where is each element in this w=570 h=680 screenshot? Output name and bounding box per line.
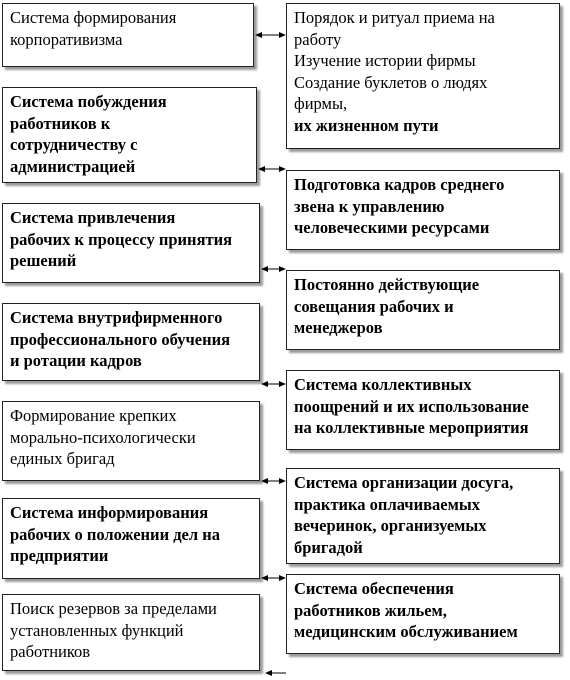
box-line: работников	[10, 642, 91, 661]
box-line: Создание буклетов о людях	[294, 72, 488, 92]
box-line: установленных функций	[10, 620, 184, 640]
box-line: сотрудничеству с	[10, 135, 138, 154]
box-line: Система побуждения	[10, 92, 167, 111]
box-line: рабочих о положении дел на	[10, 524, 221, 544]
box-line: Система привлечения	[10, 208, 176, 227]
box-line: морально-психологически	[10, 427, 196, 447]
box-line: менеджеров	[294, 318, 383, 337]
box-line: Система организации досуга,	[294, 473, 514, 492]
box-line: Постоянно действующие	[294, 275, 480, 294]
box-line: Изучение истории фирмы	[294, 51, 476, 70]
box-line: Формирование крепких	[10, 406, 177, 425]
box-line: Поиск резервов за пределами	[10, 599, 217, 618]
box-line: Система внутрифирменного	[10, 308, 223, 327]
box-line: работников жильем,	[294, 600, 447, 620]
box-line: Система информирования	[10, 503, 209, 522]
box-line: Система коллективных	[294, 375, 472, 394]
box-line: фирмы,	[294, 94, 348, 113]
box-line: решений	[10, 251, 77, 270]
box-line: человеческими ресурсами	[294, 218, 490, 237]
box-line: практика оплачиваемых	[294, 494, 480, 514]
box-line: профессионального обучения	[10, 329, 231, 349]
box-line: вечеринок, организуемых	[294, 516, 487, 535]
box-line: на коллективные мероприятия	[294, 418, 529, 437]
box-line: рабочих к процессу принятия	[10, 229, 233, 249]
box-line: Система формирования	[10, 8, 177, 27]
box-line: Порядок и ритуал приема на	[294, 8, 495, 27]
box-line: бригадой	[294, 537, 363, 557]
box-line: администрацией	[10, 156, 136, 176]
box-line: корпоративизма	[10, 29, 123, 49]
box-line: предприятии	[10, 546, 109, 565]
box-line: работу	[294, 29, 342, 49]
box-line: и ротации кадров	[10, 351, 142, 370]
box-line: звена к управлению	[294, 196, 445, 216]
box-line: поощрений и их использование	[294, 396, 529, 416]
box-line: работников к	[10, 113, 111, 133]
box-line: Система обеспечения	[294, 579, 454, 598]
box-line: совещания рабочих и	[294, 296, 454, 316]
box-line: Подготовка кадров среднего	[294, 175, 505, 194]
box-line: медицинским обслуживанием	[294, 622, 518, 641]
box-line: их жизненном пути	[294, 115, 439, 135]
box-line: единых бригад	[10, 449, 115, 468]
